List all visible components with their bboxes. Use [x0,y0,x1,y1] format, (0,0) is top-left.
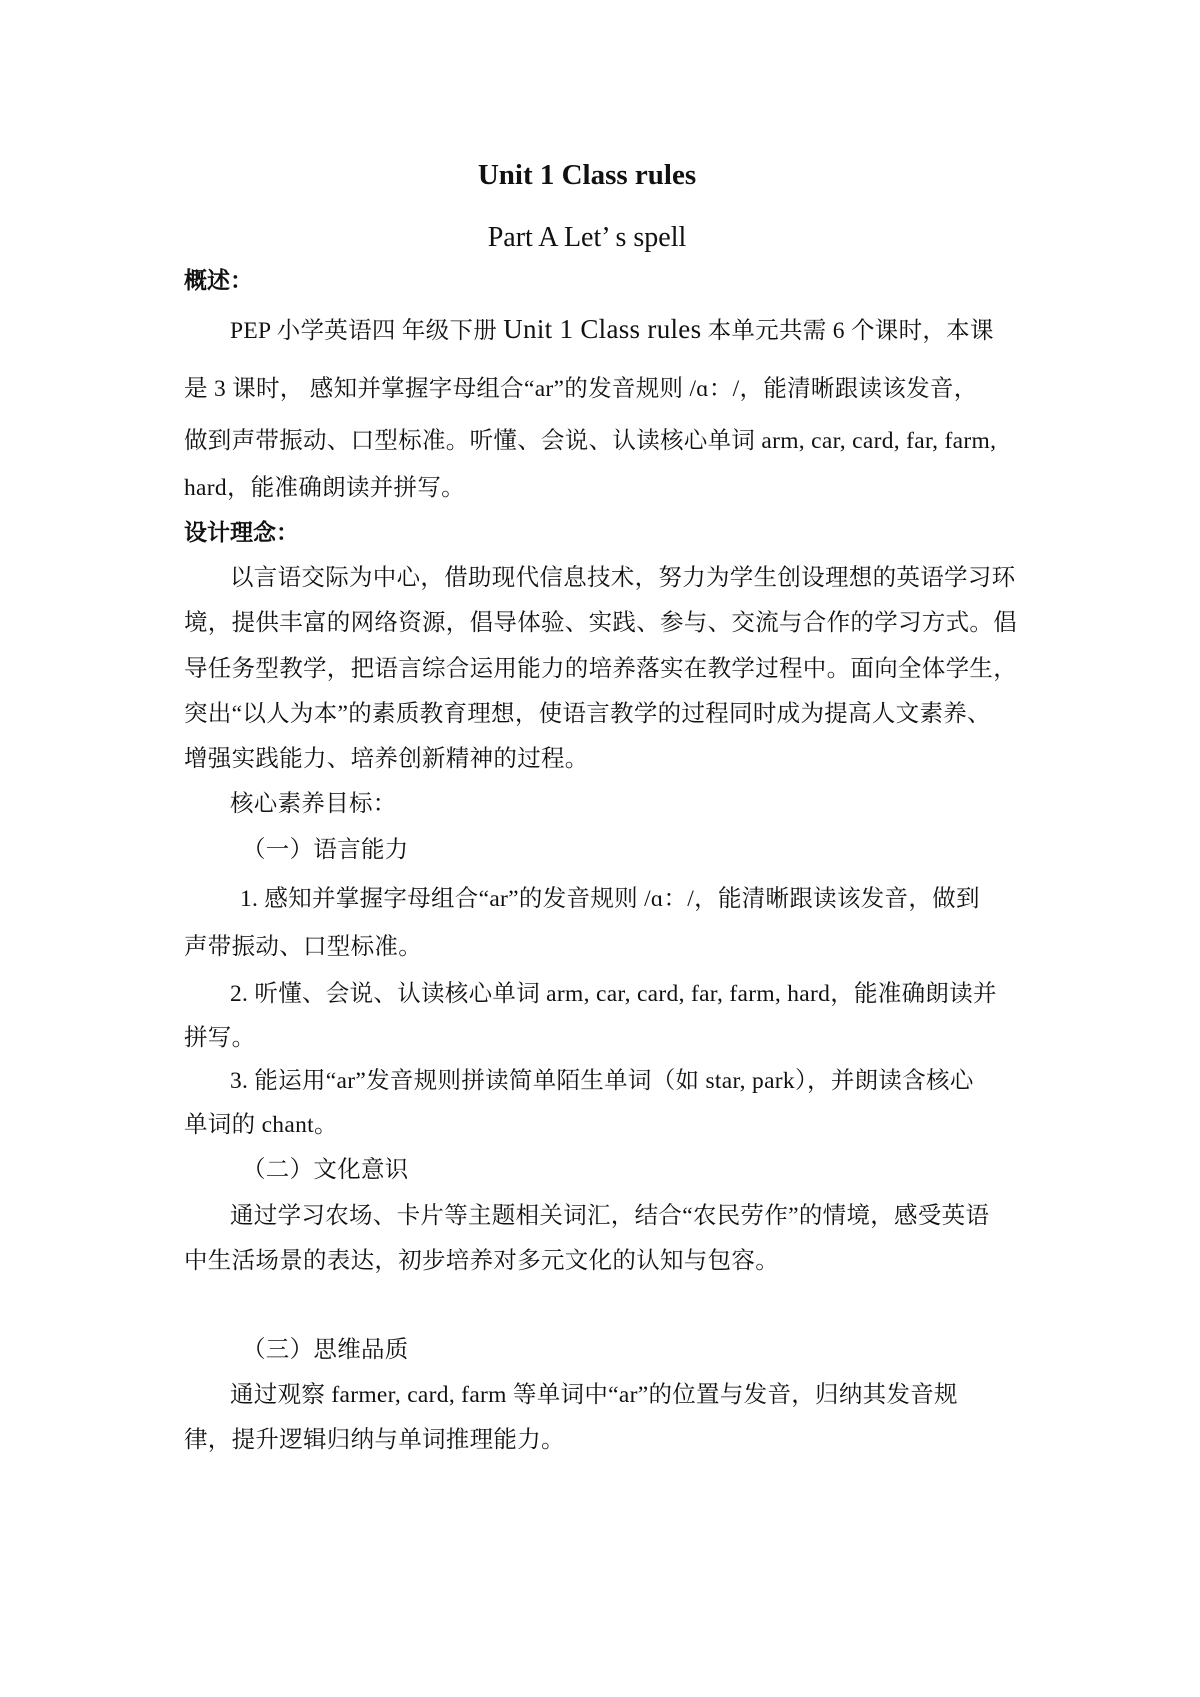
overview-line-1-part-2: Unit 1 Class rules [503,314,702,344]
design-line-1: 以言语交际为中心，借助现代信息技术，努力为学生创设理想的英语学习环 [230,565,1016,591]
document-title: Unit 1 Class rules [477,159,697,191]
overview-line-2: 是 3 课时， 感知并掌握字母组合“ar”的发音规则 /ɑ：/，能清晰跟读该发音， [184,376,978,402]
document-subtitle: Part A Let’ s spell [487,222,687,253]
overview-line-1 [230,311,994,345]
overview-line-1-part-1: PEP 小学英语四 年级下册 [230,318,504,344]
goal-item-2-line-1: 2. 听懂、会说、认读核心单词 arm, car, card, far, farm, hard，能准确朗读并 [230,981,997,1007]
thinking-line-1: 通过观察 farmer, card, farm 等单词中“ar”的位置与发音，归纳其发音规 [230,1382,958,1408]
thinking-heading: （三）思维品质 [242,1337,409,1363]
overview-heading: 概述： [184,268,253,294]
design-line-3: 导任务型教学，把语言综合运用能力的培养落实在教学过程中。面向全体学生， [184,656,1017,682]
goal-item-1-line-2: 声带振动、口型标准。 [184,934,422,960]
goal-item-1-line-1: 1. 感知并掌握字母组合“ar”的发音规则 /ɑ：/，能清晰跟读该发音，做到 [240,886,980,912]
overview-line-1-part-3: 本单元共需 6 个课时，本课 [701,318,994,344]
overview-line-4: hard，能准确朗读并拼写。 [184,475,465,501]
goals-label: 核心素养目标： [230,791,397,817]
culture-line-1: 通过学习农场、卡片等主题相关词汇，结合“农民劳作”的情境，感受英语 [230,1203,990,1229]
goal-item-3-line-1: 3. 能运用“ar”发音规则拼读简单陌生单词（如 star, park），并朗读含核心 [230,1068,974,1094]
overview-line-3: 做到声带振动、口型标准。听懂、会说、认读核心单词 arm, car, card, far, farm, [184,428,997,454]
design-line-4: 突出“以人为本”的素质教育理想，使语言教学的过程同时成为提高人文素养、 [184,701,991,727]
culture-heading: （二）文化意识 [242,1157,409,1183]
design-line-2: 境，提供丰富的网络资源，倡导体验、实践、参与、交流与合作的学习方式。倡 [184,610,1017,636]
culture-line-2: 中生活场景的表达，初步培养对多元文化的认知与包容。 [184,1248,779,1274]
goal-item-2-line-2: 拼写。 [184,1025,256,1051]
design-heading: 设计理念： [184,520,299,546]
goal-item-3-line-2: 单词的 chant。 [184,1112,338,1138]
language-ability-heading: （一）语言能力 [242,837,409,863]
thinking-line-2: 律，提升逻辑归纳与单词推理能力。 [184,1427,565,1453]
design-line-5: 增强实践能力、培养创新精神的过程。 [184,746,589,772]
